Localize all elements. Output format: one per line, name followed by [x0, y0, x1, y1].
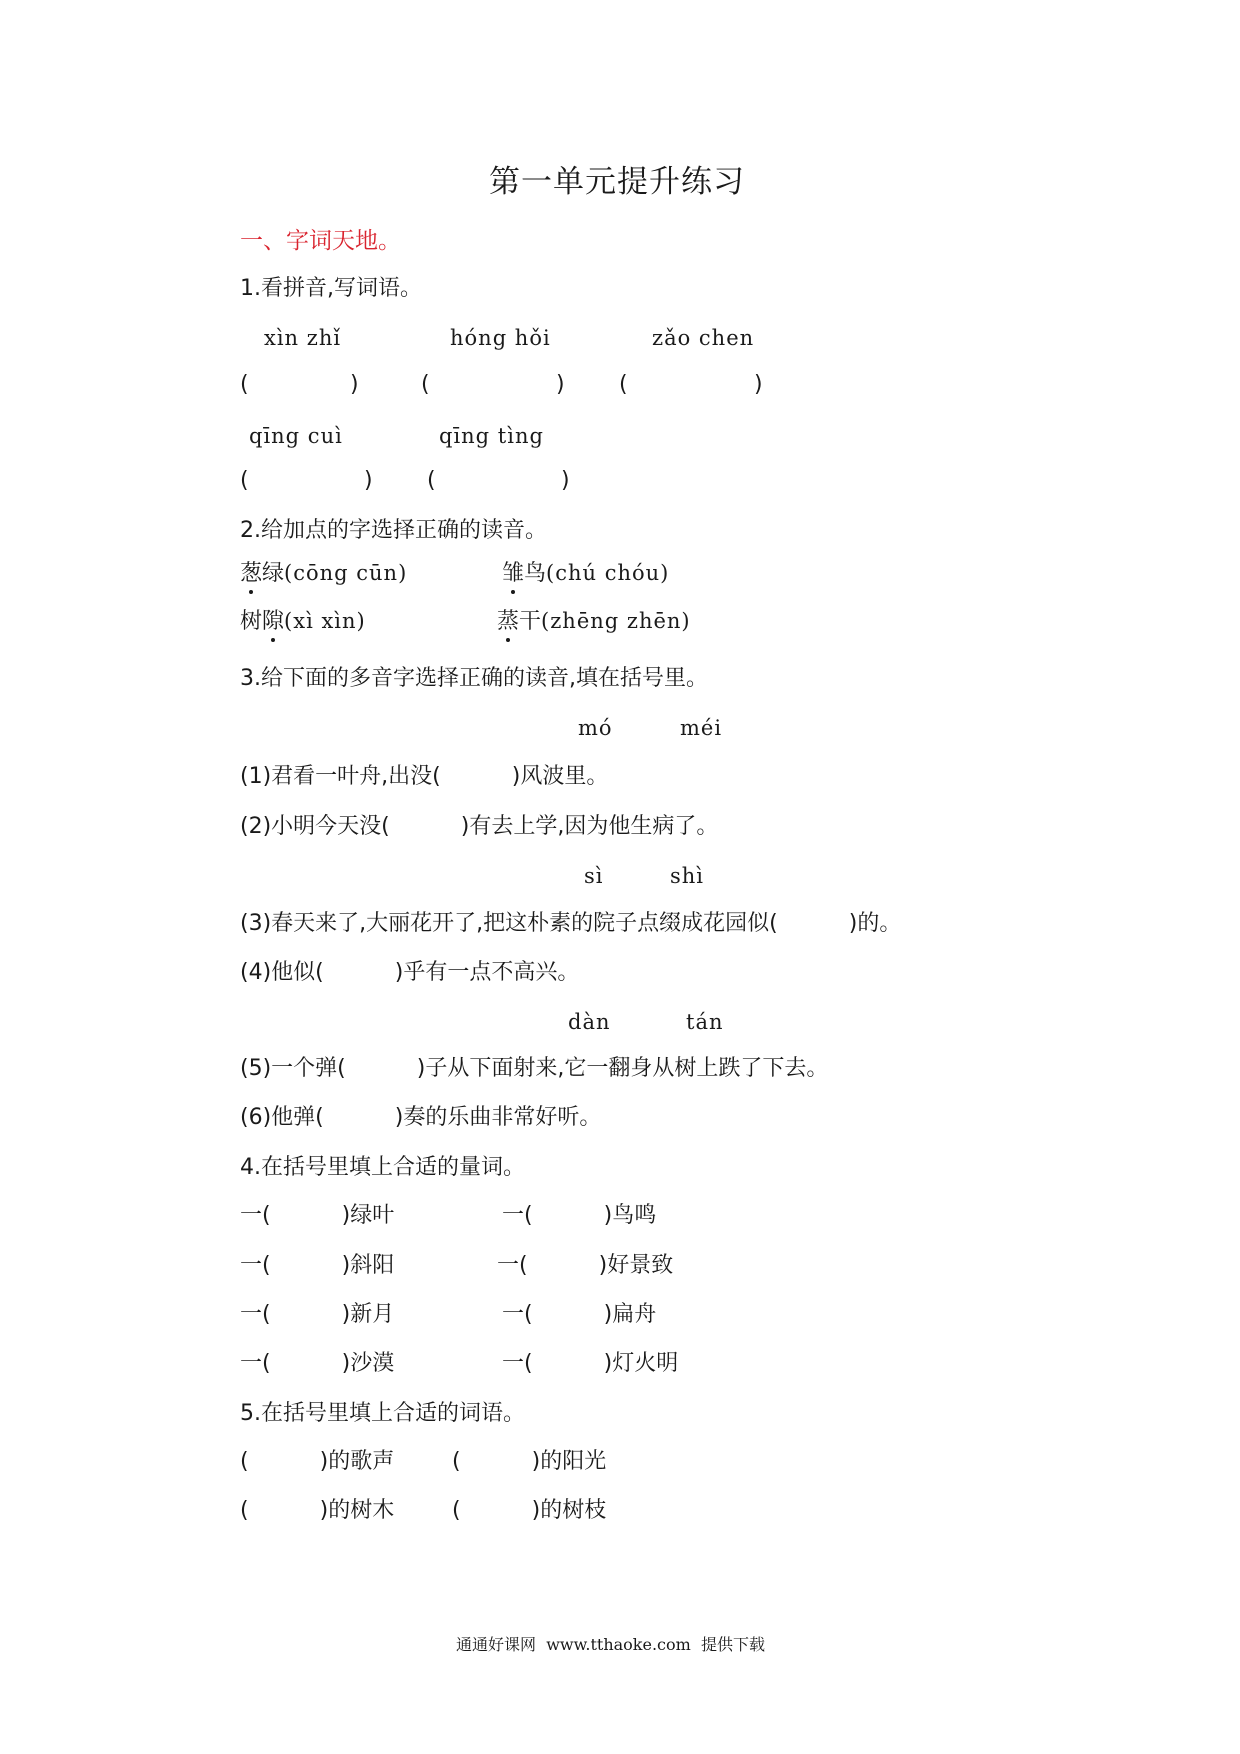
noun-phrase: 的歌声	[328, 1449, 395, 1474]
sentence-item	[240, 816, 718, 838]
polyphone-reading: sì	[584, 864, 604, 888]
prefix: 一(	[497, 1253, 528, 1278]
sentence-part: (4)他似(	[240, 960, 324, 985]
pinyin-item: qīng tìng	[439, 424, 544, 448]
noun-phrase: 的阳光	[540, 1449, 607, 1474]
pinyin-item: xìn zhǐ	[264, 326, 342, 350]
pinyin-item: qīng cuì	[249, 424, 343, 448]
dotted-char: 雏	[502, 561, 525, 586]
sentence-part: (1)君看一叶舟,出没(	[240, 764, 441, 789]
page-title: 第一单元提升练习	[489, 164, 745, 200]
prefix: 一(	[240, 1351, 271, 1376]
dotted-char: 隙	[262, 609, 285, 634]
word-rest: 干	[519, 609, 542, 634]
answer-blank[interactable]: (	[240, 468, 249, 493]
answer-blank[interactable]: (	[421, 372, 430, 397]
sentence-part: (2)小明今天没(	[240, 814, 390, 839]
measure-word-item: 一( )新月	[240, 1302, 395, 1327]
polyphone-reading: dàn	[568, 1010, 611, 1034]
question-2-heading: 2.给加点的字选择正确的读音。	[240, 518, 547, 543]
page-footer	[456, 1637, 765, 1653]
prefix: 一(	[240, 1253, 271, 1278]
measure-word-item: 一( )绿叶	[240, 1203, 395, 1228]
measure-word-item: 一( )灯火明	[502, 1351, 679, 1376]
question-1-heading: 1.看拼音,写词语。	[240, 276, 422, 301]
dotted-char: 葱	[240, 561, 263, 586]
sentence-item	[240, 766, 608, 788]
noun: 灯火明	[612, 1351, 679, 1376]
polyphone-reading: mó	[578, 716, 613, 740]
noun-phrase: 的树木	[328, 1498, 395, 1523]
sentence-part: (6)他弹(	[240, 1105, 324, 1130]
answer-blank-close: )	[754, 372, 763, 397]
word-rest: 树	[240, 609, 263, 634]
measure-word-item: 一( )斜阳	[240, 1253, 395, 1278]
question-4-heading: 4.在括号里填上合适的量词。	[240, 1155, 525, 1180]
prefix: 一(	[502, 1351, 533, 1376]
footer-brand: 通通好课网	[456, 1635, 537, 1654]
answer-blank-close: )	[364, 468, 373, 493]
sentence-part: )乎有一点不高兴。	[394, 960, 580, 985]
measure-word-item: 一( )扁舟	[502, 1302, 657, 1327]
prefix: 一(	[502, 1302, 533, 1327]
reading-options: (cōng cūn)	[284, 561, 408, 585]
dotted-char: 蒸	[497, 609, 520, 634]
measure-word-item: 一( )鸟鸣	[502, 1203, 657, 1228]
sentence-part: (5)一个弹(	[240, 1056, 346, 1081]
reading-choice-item	[240, 563, 407, 585]
answer-blank-close: )	[350, 372, 359, 397]
sentence-part: )的。	[848, 911, 902, 936]
answer-blank-close: )	[561, 468, 570, 493]
measure-word-item: 一( )好景致	[497, 1253, 674, 1278]
noun: 绿叶	[350, 1203, 395, 1228]
prefix: 一(	[240, 1302, 271, 1327]
sentence-item	[240, 1058, 828, 1080]
polyphone-reading: shì	[670, 864, 705, 888]
prefix: 一(	[240, 1203, 271, 1228]
adjective-item: ( )的树枝	[452, 1498, 607, 1523]
sentence-part: )风波里。	[511, 764, 609, 789]
reading-choice-item	[497, 611, 691, 633]
answer-blank[interactable]: (	[240, 372, 249, 397]
adjective-item: ( )的阳光	[452, 1449, 607, 1474]
polyphone-reading: méi	[680, 716, 723, 740]
noun: 沙漠	[350, 1351, 395, 1376]
noun-phrase: 的树枝	[540, 1498, 607, 1523]
reading-choice-item	[240, 611, 366, 633]
noun: 扁舟	[612, 1302, 657, 1327]
question-3-heading: 3.给下面的多音字选择正确的读音,填在括号里。	[240, 666, 708, 691]
answer-blank[interactable]: (	[427, 468, 436, 493]
reading-options: (xì xìn)	[284, 609, 366, 633]
sentence-part: (3)春天来了,大丽花开了,把这朴素的院子点缀成花园似(	[240, 911, 778, 936]
measure-word-item: 一( )沙漠	[240, 1351, 395, 1376]
question-5-heading: 5.在括号里填上合适的词语。	[240, 1401, 525, 1426]
pinyin-item: hóng hǒi	[450, 326, 551, 350]
sentence-part: )奏的乐曲非常好听。	[394, 1105, 602, 1130]
noun: 好景致	[607, 1253, 674, 1278]
word-rest: 鸟	[524, 561, 547, 586]
footer-suffix: 提供下载	[700, 1635, 765, 1654]
adjective-item: ( )的树木	[240, 1498, 395, 1523]
sentence-item	[240, 962, 579, 984]
prefix: 一(	[502, 1203, 533, 1228]
adjective-item: ( )的歌声	[240, 1449, 395, 1474]
sentence-item	[240, 1107, 601, 1129]
reading-options: (zhēng zhēn)	[541, 609, 691, 633]
reading-choice-item	[502, 563, 669, 585]
polyphone-reading: tán	[686, 1010, 724, 1034]
noun: 斜阳	[350, 1253, 395, 1278]
sentence-item	[240, 913, 901, 935]
answer-blank-close: )	[556, 372, 565, 397]
noun: 鸟鸣	[612, 1203, 657, 1228]
pinyin-item: zǎo chen	[652, 326, 755, 350]
sentence-part: )有去上学,因为他生病了。	[460, 814, 719, 839]
answer-blank[interactable]: (	[619, 372, 628, 397]
section-heading-words: 一、字词天地。	[240, 228, 401, 254]
sentence-part: )子从下面射来,它一翻身从树上跌了下去。	[416, 1056, 829, 1081]
footer-url[interactable]: www.tthaoke.com	[546, 1635, 691, 1654]
noun: 新月	[350, 1302, 395, 1327]
word-rest: 绿	[262, 561, 285, 586]
reading-options: (chú chóu)	[546, 561, 670, 585]
